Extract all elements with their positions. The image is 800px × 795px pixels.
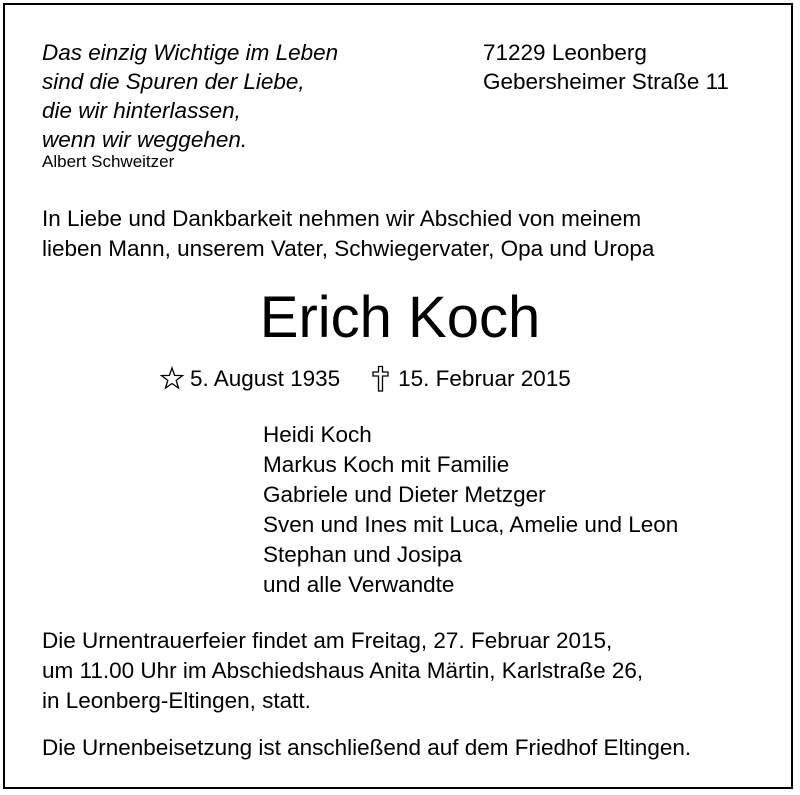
family-member: Markus Koch mit Familie — [263, 452, 510, 477]
quote-line: Das einzig Wichtige im Leben — [42, 40, 339, 65]
family-member: und alle Verwandte — [263, 572, 455, 597]
address-city: 71229 Leonberg — [483, 40, 647, 65]
burial-info: Die Urnenbeisetzung ist anschließend auf dem Friedhof Eltingen. — [42, 735, 692, 760]
ceremony-line: in Leonberg-Eltingen, statt. — [42, 688, 311, 713]
deceased-name: Erich Koch — [259, 285, 541, 350]
cross-icon — [368, 365, 398, 393]
family-member: Sven und Ines mit Luca, Amelie und Leon — [263, 512, 679, 537]
ceremony-line: Die Urnentrauerfeier findet am Freitag, 27. Februar 2015, — [42, 628, 613, 653]
intro-line: In Liebe und Dankbarkeit nehmen wir Abschied von meinem — [42, 206, 642, 231]
star-icon — [160, 365, 190, 393]
life-dates — [160, 364, 571, 393]
family-member: Gabriele und Dieter Metzger — [263, 482, 546, 507]
family-member: Stephan und Josipa — [263, 542, 462, 567]
intro-text — [42, 204, 654, 264]
family-list — [263, 420, 678, 600]
quote-line: sind die Spuren der Liebe, — [42, 69, 305, 94]
intro-line: lieben Mann, unserem Vater, Schwiegervater, Opa und Uropa — [42, 236, 655, 261]
quote-line: die wir hinterlassen, — [42, 98, 241, 123]
birth-date: 5. August 1935 — [190, 366, 341, 392]
ceremony-info — [42, 626, 643, 716]
quote-block — [42, 38, 338, 154]
address-block — [483, 38, 729, 96]
quote-author: Albert Schweitzer — [42, 152, 175, 171]
ceremony-line: um 11.00 Uhr im Abschiedshaus Anita Märtin, Karlstraße 26, — [42, 658, 644, 683]
death-date: 15. Februar 2015 — [398, 366, 571, 392]
family-member: Heidi Koch — [263, 422, 372, 447]
address-street: Gebersheimer Straße 11 — [483, 69, 729, 94]
quote-line: wenn wir weggehen. — [42, 127, 248, 152]
